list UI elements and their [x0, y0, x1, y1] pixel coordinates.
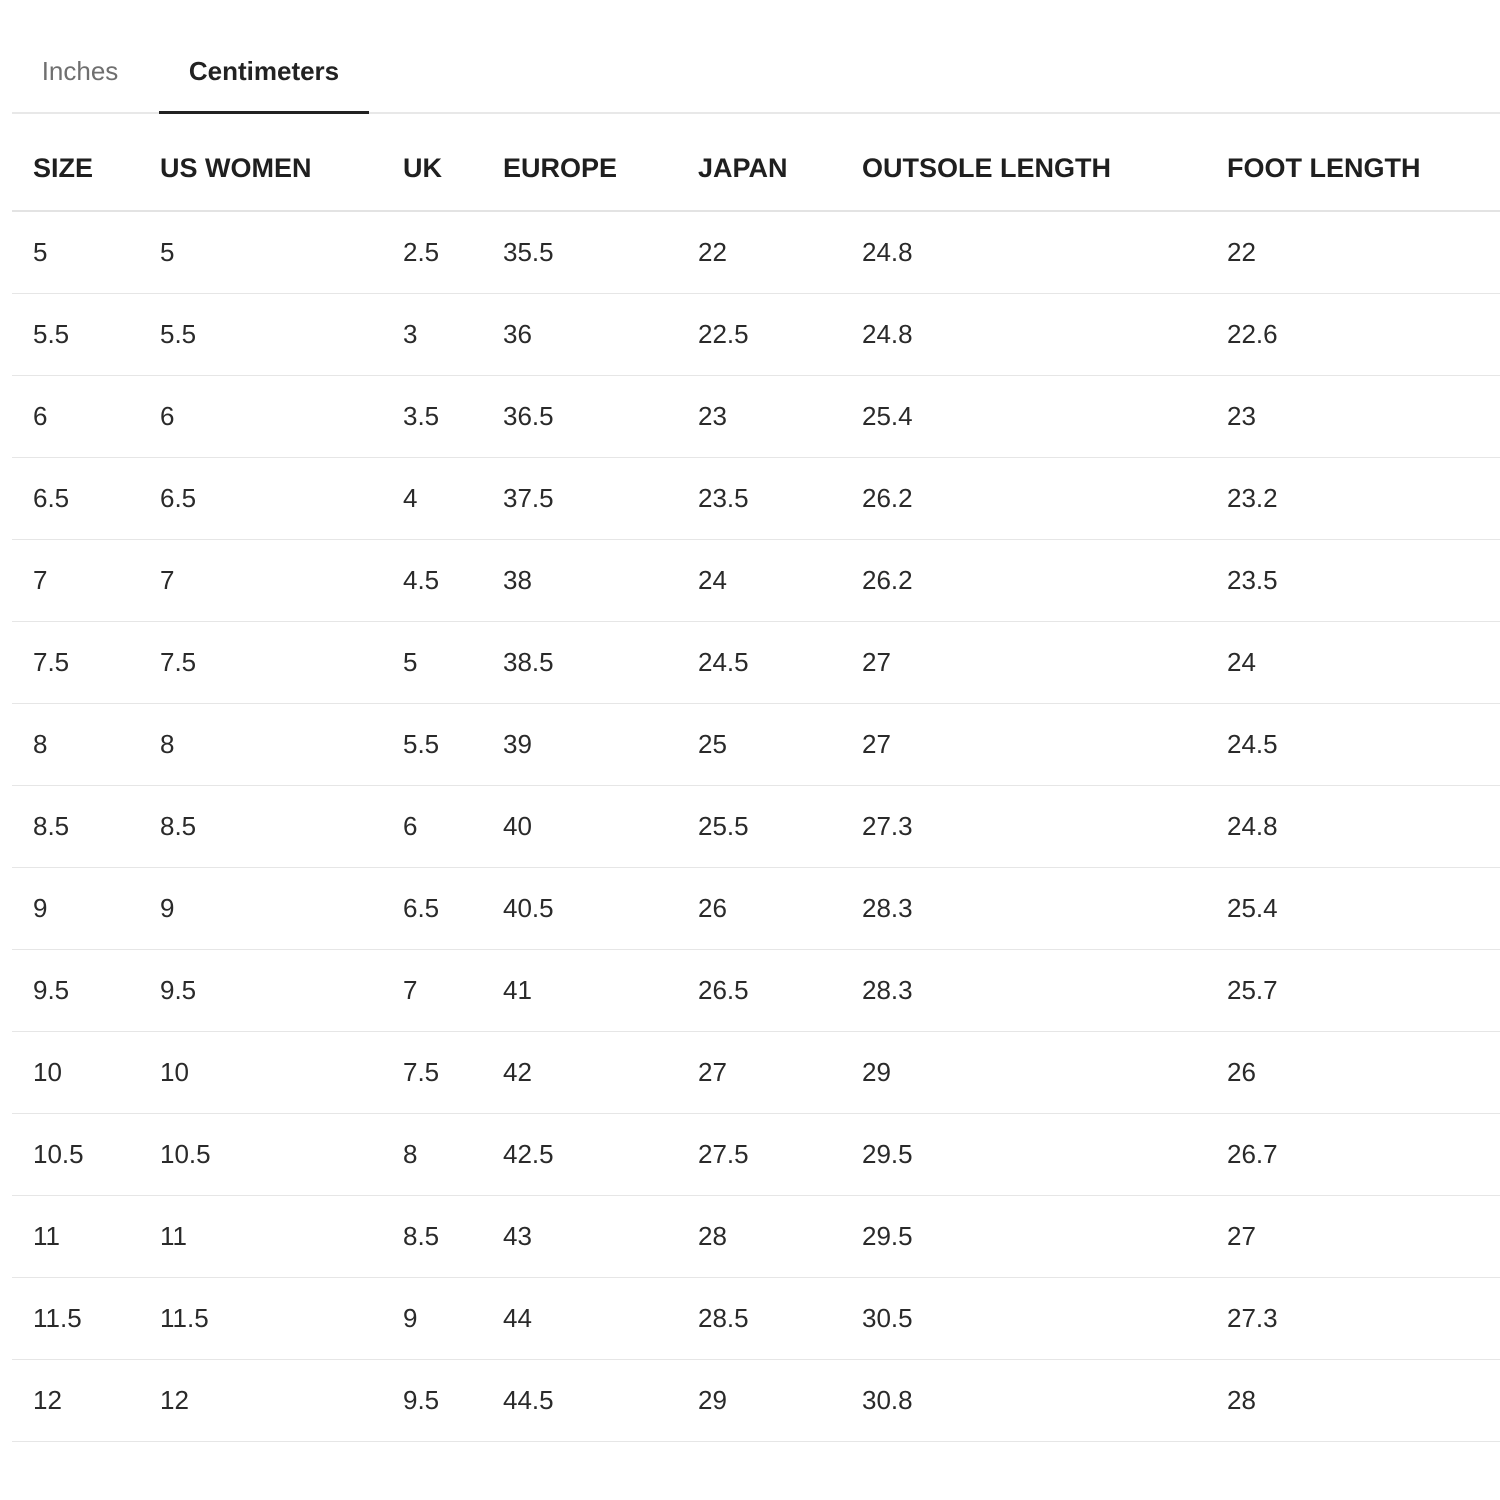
cell-us-women: 10.5 [139, 1114, 382, 1196]
cell-uk: 8.5 [382, 1196, 482, 1278]
table-row [12, 1114, 1500, 1196]
header-us-women: US WOMEN [139, 126, 382, 211]
cell-uk: 5.5 [382, 704, 482, 786]
cell-uk: 5 [382, 622, 482, 704]
cell-japan: 25.5 [677, 786, 841, 868]
cell-uk: 8 [382, 1114, 482, 1196]
cell-japan: 26.5 [677, 950, 841, 1032]
cell-size: 6 [12, 376, 139, 458]
cell-size: 6.5 [12, 458, 139, 540]
table-header-row [12, 126, 1500, 211]
cell-size: 10 [12, 1032, 139, 1114]
cell-us-women: 6 [139, 376, 382, 458]
cell-us-women: 7.5 [139, 622, 382, 704]
cell-us-women: 8.5 [139, 786, 382, 868]
cell-uk: 9.5 [382, 1360, 482, 1442]
cell-outsole-length: 29.5 [841, 1114, 1206, 1196]
cell-japan: 28 [677, 1196, 841, 1278]
cell-foot-length: 22 [1206, 211, 1500, 294]
cell-europe: 36.5 [482, 376, 677, 458]
header-size: SIZE [12, 126, 139, 211]
cell-outsole-length: 28.3 [841, 950, 1206, 1032]
cell-outsole-length: 30.8 [841, 1360, 1206, 1442]
cell-uk: 6.5 [382, 868, 482, 950]
tab-inches[interactable]: Inches [41, 56, 119, 86]
cell-foot-length: 23 [1206, 376, 1500, 458]
cell-us-women: 7 [139, 540, 382, 622]
cell-uk: 4.5 [382, 540, 482, 622]
cell-outsole-length: 26.2 [841, 540, 1206, 622]
cell-foot-length: 26 [1206, 1032, 1500, 1114]
cell-us-women: 9 [139, 868, 382, 950]
cell-foot-length: 24.8 [1206, 786, 1500, 868]
cell-outsole-length: 24.8 [841, 211, 1206, 294]
cell-japan: 23 [677, 376, 841, 458]
cell-japan: 24 [677, 540, 841, 622]
cell-size: 8.5 [12, 786, 139, 868]
cell-japan: 22.5 [677, 294, 841, 376]
table-row [12, 1360, 1500, 1442]
cell-size: 9 [12, 868, 139, 950]
size-chart-table [12, 126, 1500, 1442]
cell-size: 10.5 [12, 1114, 139, 1196]
cell-outsole-length: 29.5 [841, 1196, 1206, 1278]
table-row [12, 786, 1500, 868]
table-body [12, 211, 1500, 1442]
cell-japan: 28.5 [677, 1278, 841, 1360]
cell-size: 5.5 [12, 294, 139, 376]
cell-foot-length: 27 [1206, 1196, 1500, 1278]
cell-foot-length: 28 [1206, 1360, 1500, 1442]
cell-outsole-length: 27.3 [841, 786, 1206, 868]
table-row [12, 540, 1500, 622]
cell-foot-length: 24 [1206, 622, 1500, 704]
cell-japan: 27 [677, 1032, 841, 1114]
cell-uk: 3.5 [382, 376, 482, 458]
header-japan: JAPAN [677, 126, 841, 211]
table-row [12, 950, 1500, 1032]
cell-japan: 29 [677, 1360, 841, 1442]
table-row [12, 458, 1500, 540]
cell-outsole-length: 24.8 [841, 294, 1206, 376]
cell-europe: 44.5 [482, 1360, 677, 1442]
cell-us-women: 8 [139, 704, 382, 786]
cell-outsole-length: 29 [841, 1032, 1206, 1114]
cell-uk: 7 [382, 950, 482, 1032]
cell-europe: 38.5 [482, 622, 677, 704]
cell-size: 12 [12, 1360, 139, 1442]
cell-outsole-length: 26.2 [841, 458, 1206, 540]
cell-foot-length: 25.7 [1206, 950, 1500, 1032]
cell-us-women: 6.5 [139, 458, 382, 540]
cell-outsole-length: 27 [841, 622, 1206, 704]
cell-us-women: 12 [139, 1360, 382, 1442]
cell-foot-length: 22.6 [1206, 294, 1500, 376]
cell-outsole-length: 28.3 [841, 868, 1206, 950]
cell-uk: 4 [382, 458, 482, 540]
table-row [12, 868, 1500, 950]
cell-us-women: 5.5 [139, 294, 382, 376]
cell-us-women: 10 [139, 1032, 382, 1114]
cell-foot-length: 23.5 [1206, 540, 1500, 622]
cell-foot-length: 25.4 [1206, 868, 1500, 950]
cell-japan: 27.5 [677, 1114, 841, 1196]
cell-europe: 35.5 [482, 211, 677, 294]
cell-size: 9.5 [12, 950, 139, 1032]
unit-tabs [12, 0, 1500, 114]
cell-uk: 2.5 [382, 211, 482, 294]
table-row [12, 622, 1500, 704]
cell-size: 11.5 [12, 1278, 139, 1360]
tab-centimeters[interactable]: Centimeters [159, 0, 369, 114]
cell-us-women: 9.5 [139, 950, 382, 1032]
table-row [12, 1032, 1500, 1114]
cell-europe: 39 [482, 704, 677, 786]
cell-japan: 22 [677, 211, 841, 294]
header-europe: EUROPE [482, 126, 677, 211]
cell-foot-length: 27.3 [1206, 1278, 1500, 1360]
cell-size: 8 [12, 704, 139, 786]
cell-europe: 44 [482, 1278, 677, 1360]
cell-size: 5 [12, 211, 139, 294]
cell-outsole-length: 30.5 [841, 1278, 1206, 1360]
table-row [12, 294, 1500, 376]
cell-foot-length: 24.5 [1206, 704, 1500, 786]
cell-europe: 36 [482, 294, 677, 376]
cell-japan: 24.5 [677, 622, 841, 704]
cell-europe: 42 [482, 1032, 677, 1114]
cell-uk: 9 [382, 1278, 482, 1360]
cell-japan: 25 [677, 704, 841, 786]
table-row [12, 1278, 1500, 1360]
cell-foot-length: 23.2 [1206, 458, 1500, 540]
table-row [12, 211, 1500, 294]
cell-uk: 6 [382, 786, 482, 868]
cell-foot-length: 26.7 [1206, 1114, 1500, 1196]
header-foot-length: FOOT LENGTH [1206, 126, 1500, 211]
cell-uk: 3 [382, 294, 482, 376]
cell-japan: 26 [677, 868, 841, 950]
cell-europe: 43 [482, 1196, 677, 1278]
cell-outsole-length: 27 [841, 704, 1206, 786]
table-row [12, 704, 1500, 786]
cell-uk: 7.5 [382, 1032, 482, 1114]
cell-us-women: 5 [139, 211, 382, 294]
cell-europe: 41 [482, 950, 677, 1032]
cell-europe: 40.5 [482, 868, 677, 950]
cell-europe: 40 [482, 786, 677, 868]
cell-europe: 38 [482, 540, 677, 622]
cell-size: 11 [12, 1196, 139, 1278]
table-row [12, 1196, 1500, 1278]
header-outsole-length: OUTSOLE LENGTH [841, 126, 1206, 211]
cell-outsole-length: 25.4 [841, 376, 1206, 458]
cell-us-women: 11 [139, 1196, 382, 1278]
cell-us-women: 11.5 [139, 1278, 382, 1360]
cell-size: 7 [12, 540, 139, 622]
table-row [12, 376, 1500, 458]
cell-europe: 37.5 [482, 458, 677, 540]
cell-japan: 23.5 [677, 458, 841, 540]
cell-europe: 42.5 [482, 1114, 677, 1196]
cell-size: 7.5 [12, 622, 139, 704]
header-uk: UK [382, 126, 482, 211]
